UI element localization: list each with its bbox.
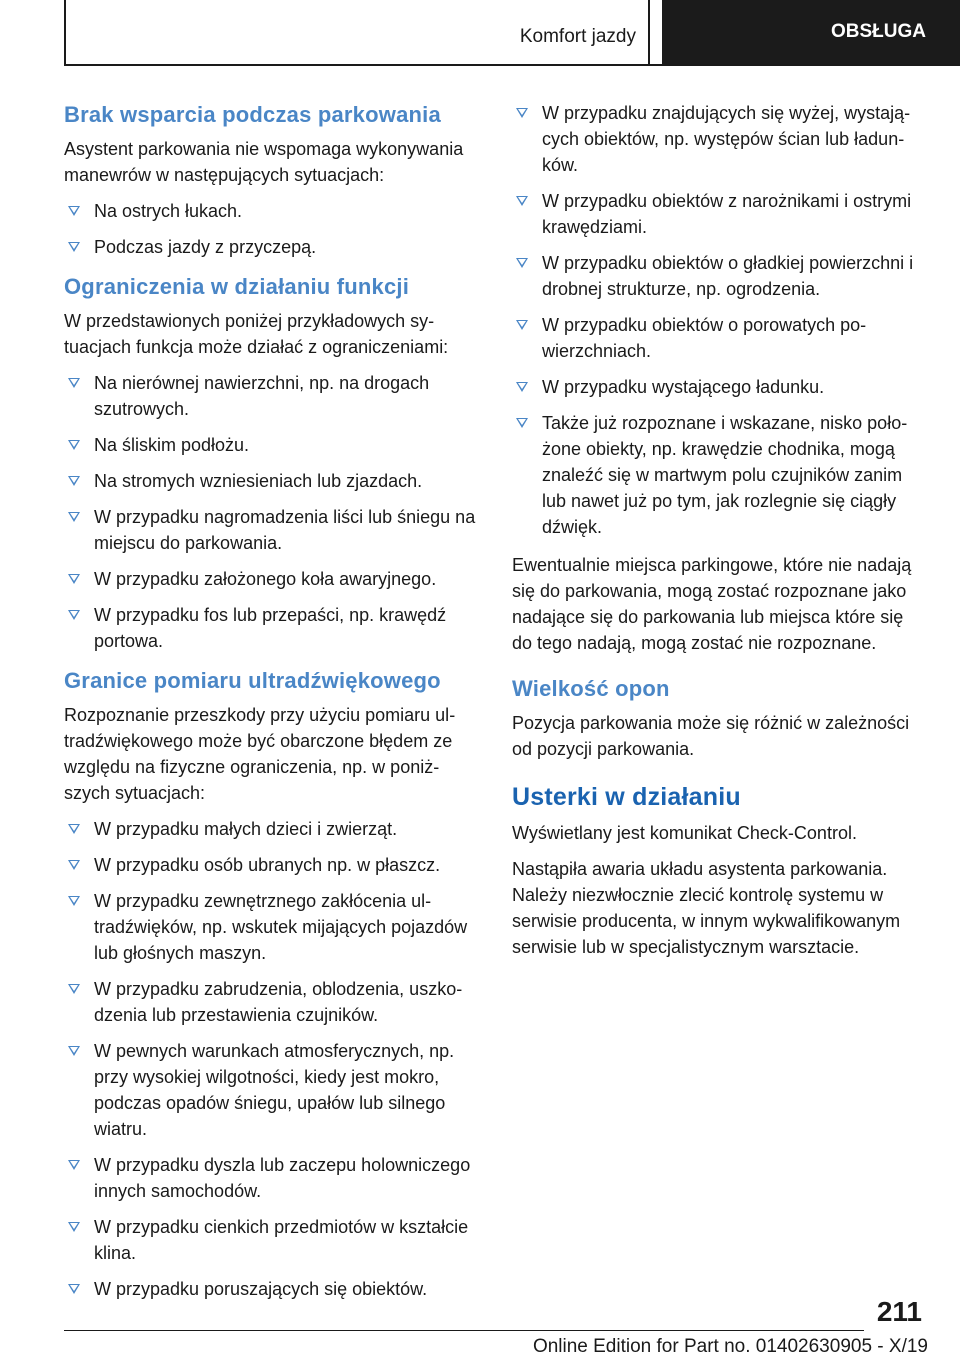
section-tire-size (512, 674, 926, 762)
list-item-text: W przypadku fos lub przepaści, np. krawędź portowa. (94, 605, 447, 651)
list-item (64, 504, 478, 556)
triangle-bullet-icon (68, 242, 80, 252)
list-item (64, 602, 478, 654)
section-title: Wielkość opon (512, 676, 670, 701)
footer-rule (64, 1330, 864, 1331)
triangle-bullet-icon (68, 824, 80, 834)
bullet-list (64, 198, 478, 260)
list-item (64, 888, 478, 966)
list-item (64, 198, 478, 224)
list-item (64, 976, 478, 1028)
triangle-bullet-icon (68, 574, 80, 584)
triangle-bullet-icon (68, 1222, 80, 1232)
page-header (0, 0, 960, 66)
list-item (512, 312, 926, 364)
list-item (64, 566, 478, 592)
list-item-text: W przypadku dyszla lub zaczepu holowniczego innych samochodów. (94, 1155, 471, 1201)
triangle-bullet-icon (68, 512, 80, 522)
list-item (64, 852, 478, 878)
list-item (64, 234, 478, 260)
list-item-text: W przypadku obiektów z narożnikami i ostrymi krawędziami. (542, 191, 912, 237)
list-item-text: W przypadku poruszających się obiektów. (94, 1279, 428, 1299)
triangle-bullet-icon (68, 896, 80, 906)
left-column (64, 100, 478, 1314)
triangle-bullet-icon (68, 1284, 80, 1294)
section-title: Usterki w działaniu (512, 783, 741, 811)
list-item (512, 188, 926, 240)
section-title: Ograniczenia w działaniu funkcji (64, 274, 410, 299)
list-item (64, 1152, 478, 1204)
right-column (512, 100, 926, 970)
triangle-bullet-icon (68, 440, 80, 450)
header-chapter-tab (662, 0, 960, 64)
list-item-text: W przypadku cienkich przedmiotów w kształcie klina. (94, 1217, 469, 1263)
section-title: Brak wsparcia podczas parkowania (64, 102, 441, 127)
footer-edition: Online Edition for Part no. 01402630905 - X/19 (532, 1336, 928, 1357)
section-intro: W przedstawionych poniżej przykładowych sytuacjach funkcja może działać z ograniczeniami: (64, 311, 449, 357)
list-item (64, 370, 478, 422)
page-number: 211 (876, 1296, 922, 1327)
list-item-text: Podczas jazdy z przyczepą. (94, 237, 317, 257)
section-title: Granice pomiaru ultradźwiękowego (64, 668, 441, 693)
list-item (64, 468, 478, 494)
header-chapter-label: OBSŁUGA (831, 21, 926, 42)
section-limitations (64, 272, 478, 654)
section-text: Nastąpiła awaria układu asystenta parkowania. Należy niezwłocznie zlecić kontrolę systemu w serwisie producenta, w innym wykwalifikowanym serwisie lub w specjalistycznym warsztacie. (512, 859, 901, 957)
triangle-bullet-icon (68, 610, 80, 620)
header-divider-right (648, 0, 650, 66)
list-item-text: W przypadku zabrudzenia, oblodzenia, uszkodzenia lub przestawienia czujników. (94, 979, 463, 1025)
section-ultrasonic-limits (64, 666, 478, 1302)
list-item-text: W przypadku zewnętrznego zakłócenia ultradźwięków, np. wskutek mijających pojazdów lub głośnych maszyn. (94, 891, 468, 963)
section-no-support (64, 100, 478, 260)
list-item-text: W przypadku osób ubranych np. w płaszcz. (94, 855, 441, 875)
list-item (512, 250, 926, 302)
section-text: Wyświetlany jest komunikat Check-Control. (512, 823, 857, 843)
list-item (512, 374, 926, 400)
triangle-bullet-icon (68, 476, 80, 486)
list-item-text: W pewnych warunkach atmosferycznych, np. przy wysokiej wilgotności, kiedy jest mokro, podczas opadów śniegu, upałów lub silnego wiatru. (94, 1041, 455, 1139)
triangle-bullet-icon (516, 418, 528, 428)
list-item (64, 432, 478, 458)
section-intro: Rozpoznanie przeszkody przy użyciu pomiaru ultradźwiękowego może być obarczone błędem ze względu na fizyczne ograniczenia, np. w poniższych sytuacjach: (64, 705, 456, 803)
list-item (64, 1214, 478, 1266)
list-item-text: Także już rozpoznane i wskazane, nisko położone obiekty, np. krawędzie chodnika, mogą znaleźć się w martwym polu czujników zanim lub nawet już po tym, jak rozlegnie się ciągły dźwięk. (542, 413, 908, 537)
section-malfunctions (512, 780, 926, 960)
list-item-text: Na nierównej nawierzchni, np. na drogach szutrowych. (94, 373, 430, 419)
parking-spaces-note: Ewentualnie miejsca parkingowe, które nie nadają się do parkowania, mogą zostać rozpoznane jako nadające się do parkowania lub miejsca które się do tego nadają, mogą zostać nie rozpoznane. (512, 555, 912, 653)
section-text: Pozycja parkowania może się różnić w zależności od pozycji parkowania. (512, 713, 910, 759)
list-item-text: W przypadku małych dzieci i zwierząt. (94, 819, 398, 839)
triangle-bullet-icon (68, 1046, 80, 1056)
list-item-text: Na ostrych łukach. (94, 201, 243, 221)
header-rule (64, 64, 960, 66)
list-item (64, 1276, 478, 1302)
list-item-text: Na stromych wzniesieniach lub zjazdach. (94, 471, 423, 491)
triangle-bullet-icon (68, 860, 80, 870)
bullet-list (64, 370, 478, 654)
triangle-bullet-icon (516, 196, 528, 206)
bullet-list (64, 816, 478, 1302)
list-item (64, 1038, 478, 1142)
header-divider-left (64, 0, 66, 66)
list-item-text: W przypadku nagromadzenia liści lub śniegu na miejscu do parkowania. (94, 507, 476, 553)
list-item-text: W przypadku znajdujących się wyżej, wystających obiektów, np. występów ścian lub ładunków. (542, 103, 911, 175)
list-item-text: W przypadku obiektów o gładkiej powierzchni i drobnej strukturze, np. ogrodzenia. (542, 253, 914, 299)
triangle-bullet-icon (516, 320, 528, 330)
section-intro: Asystent parkowania nie wspomaga wykonywania manewrów w następujących sytuacjach: (64, 139, 464, 185)
list-item (512, 100, 926, 178)
list-item-text: W przypadku założonego koła awaryjnego. (94, 569, 437, 589)
list-item-text: Na śliskim podłożu. (94, 435, 250, 455)
triangle-bullet-icon (516, 108, 528, 118)
triangle-bullet-icon (516, 258, 528, 268)
triangle-bullet-icon (516, 382, 528, 392)
list-item-text: W przypadku obiektów o porowatych powierzchniach. (542, 315, 867, 361)
triangle-bullet-icon (68, 378, 80, 388)
list-item (64, 816, 478, 842)
triangle-bullet-icon (68, 984, 80, 994)
bullet-list (512, 100, 926, 540)
header-section-title: Komfort jazdy (519, 26, 636, 47)
list-item (512, 410, 926, 540)
triangle-bullet-icon (68, 1160, 80, 1170)
triangle-bullet-icon (68, 206, 80, 216)
list-item-text: W przypadku wystającego ładunku. (542, 377, 825, 397)
